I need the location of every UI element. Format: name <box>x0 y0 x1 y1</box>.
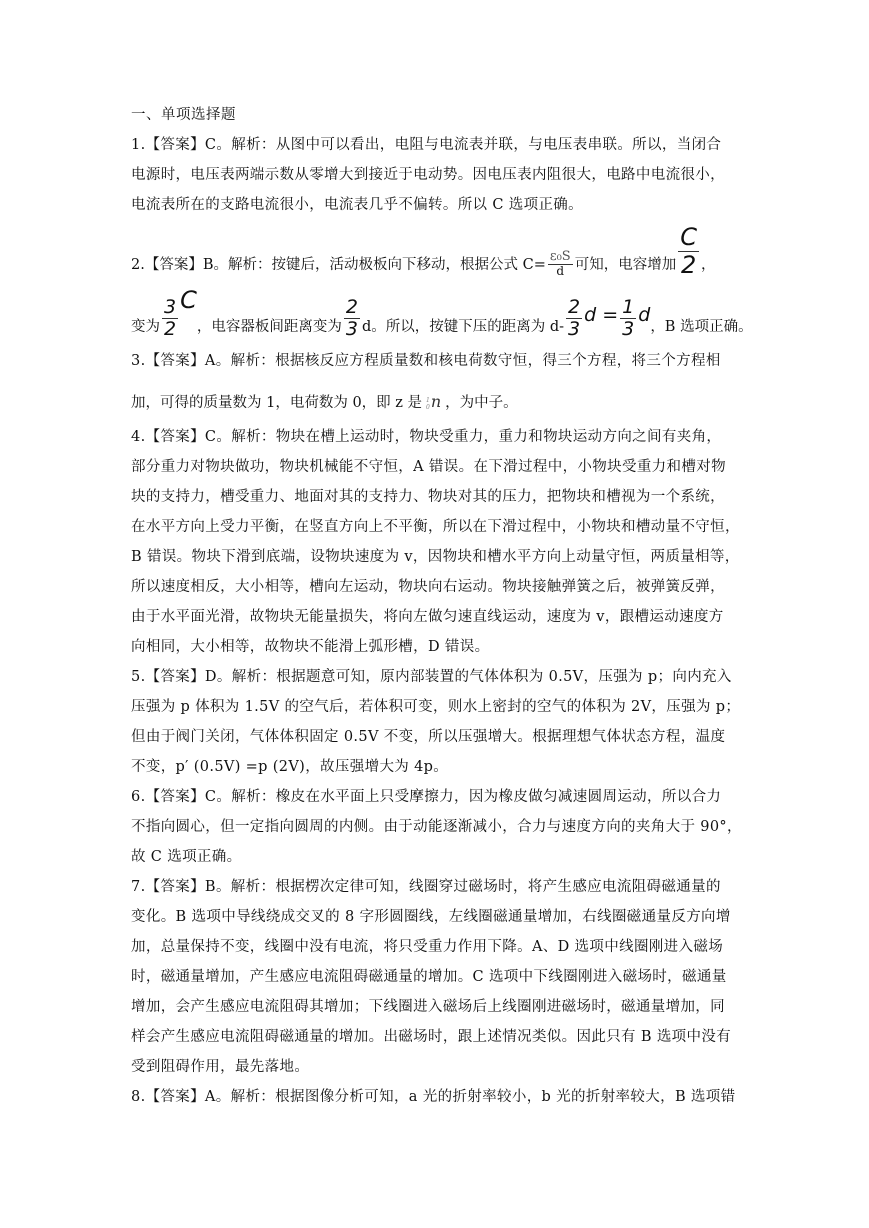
text-line: 样会产生感应电流阻碍磁通量的增加。出磁场时，跟上述情况类似。因此只有 B 选项中没有 <box>131 1029 732 1045</box>
capacitance-formula: $\frac{\text{ε₀S}}{d}$ <box>549 248 571 278</box>
answer-explanations <box>131 100 753 1112</box>
text-line: 由于水平面光滑，故物块无能量损失，将向左做匀速直线运动，速度为 v，跟槽运动速度方 <box>131 609 724 625</box>
text-line: 增加，会产生感应电流阻碍其增加；下线圈进入磁场后上线圈刚进磁场时，磁通量增加，同 <box>131 999 725 1015</box>
text-line: 向相同，大小相等，故物块不能滑上弧形槽，D 错误。 <box>131 639 490 655</box>
text-line: 不变，p′ (0.5V) =p (2V)，故压强增大为 4p。 <box>131 759 449 775</box>
text-line: 电流表所在的支路电流很小，电流表几乎不偏转。所以 C 选项正确。 <box>131 197 584 213</box>
text-line: B 错误。物块下滑到底端，设物块速度为 v，因物块和槽水平方向上动量守恒，两质量相等， <box>131 549 740 565</box>
text-line: 变化。B 选项中导线绕成交叉的 8 字形圆圈线，左线圈磁通量增加，右线圈磁通量反方向增 <box>131 909 731 925</box>
text-line: 4.【答案】C。解析：物块在槽上运动时，物块受重力，重力和物块运动方向之间有夹角， <box>131 429 722 445</box>
answer-1 <box>131 130 739 220</box>
math-line: 变为 $\frac{3}{2}$ C ，电容器板间距离变为 $\frac{2}{3}$ d。所以，按键下压的距离为 d- $\frac{2}{3}$ d = $\frac{1}{3}$ d ，B 选项正确。 <box>131 286 753 341</box>
answer-7 <box>131 872 739 1082</box>
text-line: 加，总量保持不变，线圈中没有电流，将只受重力作用下降。A、D 选项中线圈刚进入磁场 <box>131 939 724 955</box>
fraction-1-over-3: $\frac{1}{3}$ <box>622 296 635 341</box>
answer-5 <box>131 662 739 782</box>
fraction-c-over-2: $\frac{C}{2}$ <box>680 223 697 279</box>
text-line: 3.【答案】A。解析：根据核反应方程质量数和核电荷数守恒，得三个方程，将三个方程相 <box>131 353 721 369</box>
text-line: 所以速度相反，大小相等，槽向左运动，物块向右运动。物块接触弹簧之后，被弹簧反弹， <box>131 579 725 595</box>
fraction-2-over-3: $\frac{2}{3}$ <box>345 296 358 341</box>
text-line: 电源时，电压表两端示数从零增大到接近于电动势。因电压表内阻很大，电路中电流很小， <box>131 167 725 183</box>
answer-6 <box>131 782 742 872</box>
text-line: 1.【答案】C。解析：从图中可以看出，电阻与电流表并联，与电压表串联。所以，当闭合 <box>131 137 722 153</box>
text-line: 6.【答案】C。解析：橡皮在水平面上只受摩擦力，因为橡皮做匀减速圆周运动，所以合力 <box>131 789 722 805</box>
answer-4 <box>131 422 739 662</box>
text-line: 不指向圆心，但一定指向圆周的内侧。由于动能逐渐减小，合力与速度方向的夹角大于 90°， <box>131 819 742 835</box>
text-line: 压强为 p 体积为 1.5V 的空气后，若体积可变，则水上密封的空气的体积为 2V，压强为 p； <box>131 699 741 715</box>
text-line: 7.【答案】B。解析：根据楞次定律可知，线圈穿过磁场时，将产生感应电流阻碍磁通量的 <box>131 879 721 895</box>
section-heading: 一、单项选择题 <box>131 107 236 123</box>
fraction-3-over-2: $\frac{3}{2}$ <box>164 296 177 341</box>
fraction-2-over-3: $\frac{2}{3}$ <box>568 296 581 341</box>
text-line: 8.【答案】A。解析：根据图像分析可知，a 光的折射率较小，b 光的折射率较大，B 选项错 <box>131 1089 736 1105</box>
answer-3 <box>131 346 739 420</box>
math-line: 2.【答案】B。解析：按键后，活动极板向下移动，根据公式 C= $\frac{\text{ε₀S}}{d}$ 可知，电容增加 $\frac{C}{2}$ ， <box>131 223 716 279</box>
text-line: 块的支持力，槽受重力、地面对其的支持力、物块对其的压力，把物块和槽视为一个系统， <box>131 489 725 505</box>
text-line: 受到阻碍作用，最先落地。 <box>131 1059 310 1075</box>
math-line: 加，可得的质量数为 1，电荷数为 0，即 z 是 1 0 n ，为中子。 <box>131 391 518 411</box>
text-line: 5.【答案】D。解析：根据题意可知，原内部装置的气体体积为 0.5V，压强为 p；向内充入 <box>131 669 732 685</box>
text-line: 故 C 选项正确。 <box>131 849 242 865</box>
text-line: 但由于阀门关闭，气体体积固定 0.5V 不变，所以压强增大。根据理想气体状态方程，温度 <box>131 729 726 745</box>
neutron-symbol: 1 0 n <box>426 391 442 411</box>
answer-2 <box>131 223 753 341</box>
text-line: 在水平方向上受力平衡，在竖直方向上不平衡，所以在下滑过程中，小物块和槽动量不守恒， <box>131 519 740 535</box>
text-line: 部分重力对物块做功，物块机械能不守恒，A 错误。在下滑过程中，小物块受重力和槽对物 <box>131 459 726 475</box>
text-line: 时，磁通量增加，产生感应电流阻碍磁通量的增加。C 选项中下线圈刚进入磁场时，磁通量 <box>131 969 727 985</box>
answer-8 <box>131 1082 739 1112</box>
